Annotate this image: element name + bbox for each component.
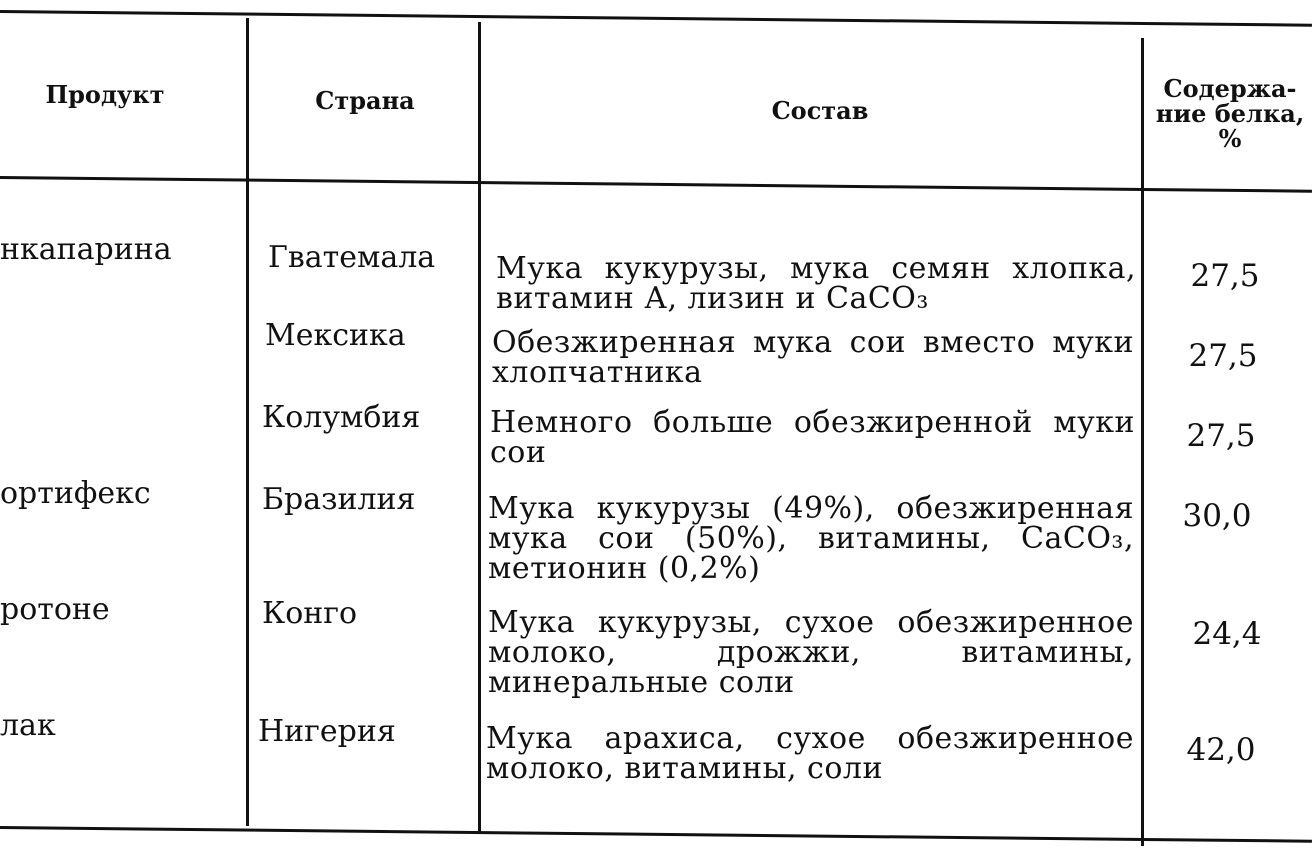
row-5-product: ротоне — [0, 592, 110, 627]
header-country: Страна — [315, 86, 415, 115]
row-4-protein: 30,0 — [1182, 498, 1252, 534]
row-2-protein: 27,5 — [1188, 338, 1258, 374]
row-1-composition: Мука кукурузы, мука семян хлопка, витамин А, лизин и CaCO₃ — [496, 251, 1136, 316]
header-protein: Содержа-ние белка, % — [1155, 74, 1305, 154]
row-4-product: ортифекс — [0, 476, 151, 511]
row-2-country: Мексика — [265, 318, 406, 353]
row-4-composition: Мука кукурузы (49%), обезжиренная мука сои (50%), витамины, CaCO₃, метионин (0,2%) — [488, 491, 1134, 586]
row-5-composition: Мука кукурузы, сухое обезжиренное молоко, дрожжи, витамины, минеральные соли — [488, 605, 1134, 700]
header-composition: Состав — [771, 96, 869, 125]
row-5-country: Конго — [262, 596, 358, 631]
top-rule — [0, 10, 1312, 27]
col-divider-2 — [478, 22, 481, 832]
row-1-country: Гватемала — [268, 240, 436, 275]
row-3-protein: 27,5 — [1186, 418, 1256, 454]
row-3-country: Колумбия — [262, 400, 421, 435]
row-6-composition: Мука арахиса, сухое обезжиренное молоко, витамины, соли — [486, 721, 1134, 786]
row-3-composition: Немного больше обезжиренной муки сои — [490, 405, 1135, 470]
row-1-protein: 27,5 — [1190, 258, 1260, 294]
header-product: Продукт — [45, 80, 165, 109]
col-divider-1 — [246, 18, 249, 826]
row-2-composition: Обезжиренная мука сои вместо муки хлопчатника — [492, 325, 1134, 390]
row-5-protein: 24,4 — [1192, 616, 1262, 652]
header-bottom-rule — [0, 176, 1312, 193]
row-6-country: Нигерия — [258, 714, 396, 749]
row-4-country: Бразилия — [262, 482, 416, 517]
row-6-protein: 42,0 — [1186, 732, 1256, 768]
bottom-rule — [0, 826, 1312, 843]
row-1-product: нкапарина — [0, 232, 172, 267]
col-divider-3 — [1141, 38, 1144, 846]
row-6-product: лак — [0, 708, 56, 743]
